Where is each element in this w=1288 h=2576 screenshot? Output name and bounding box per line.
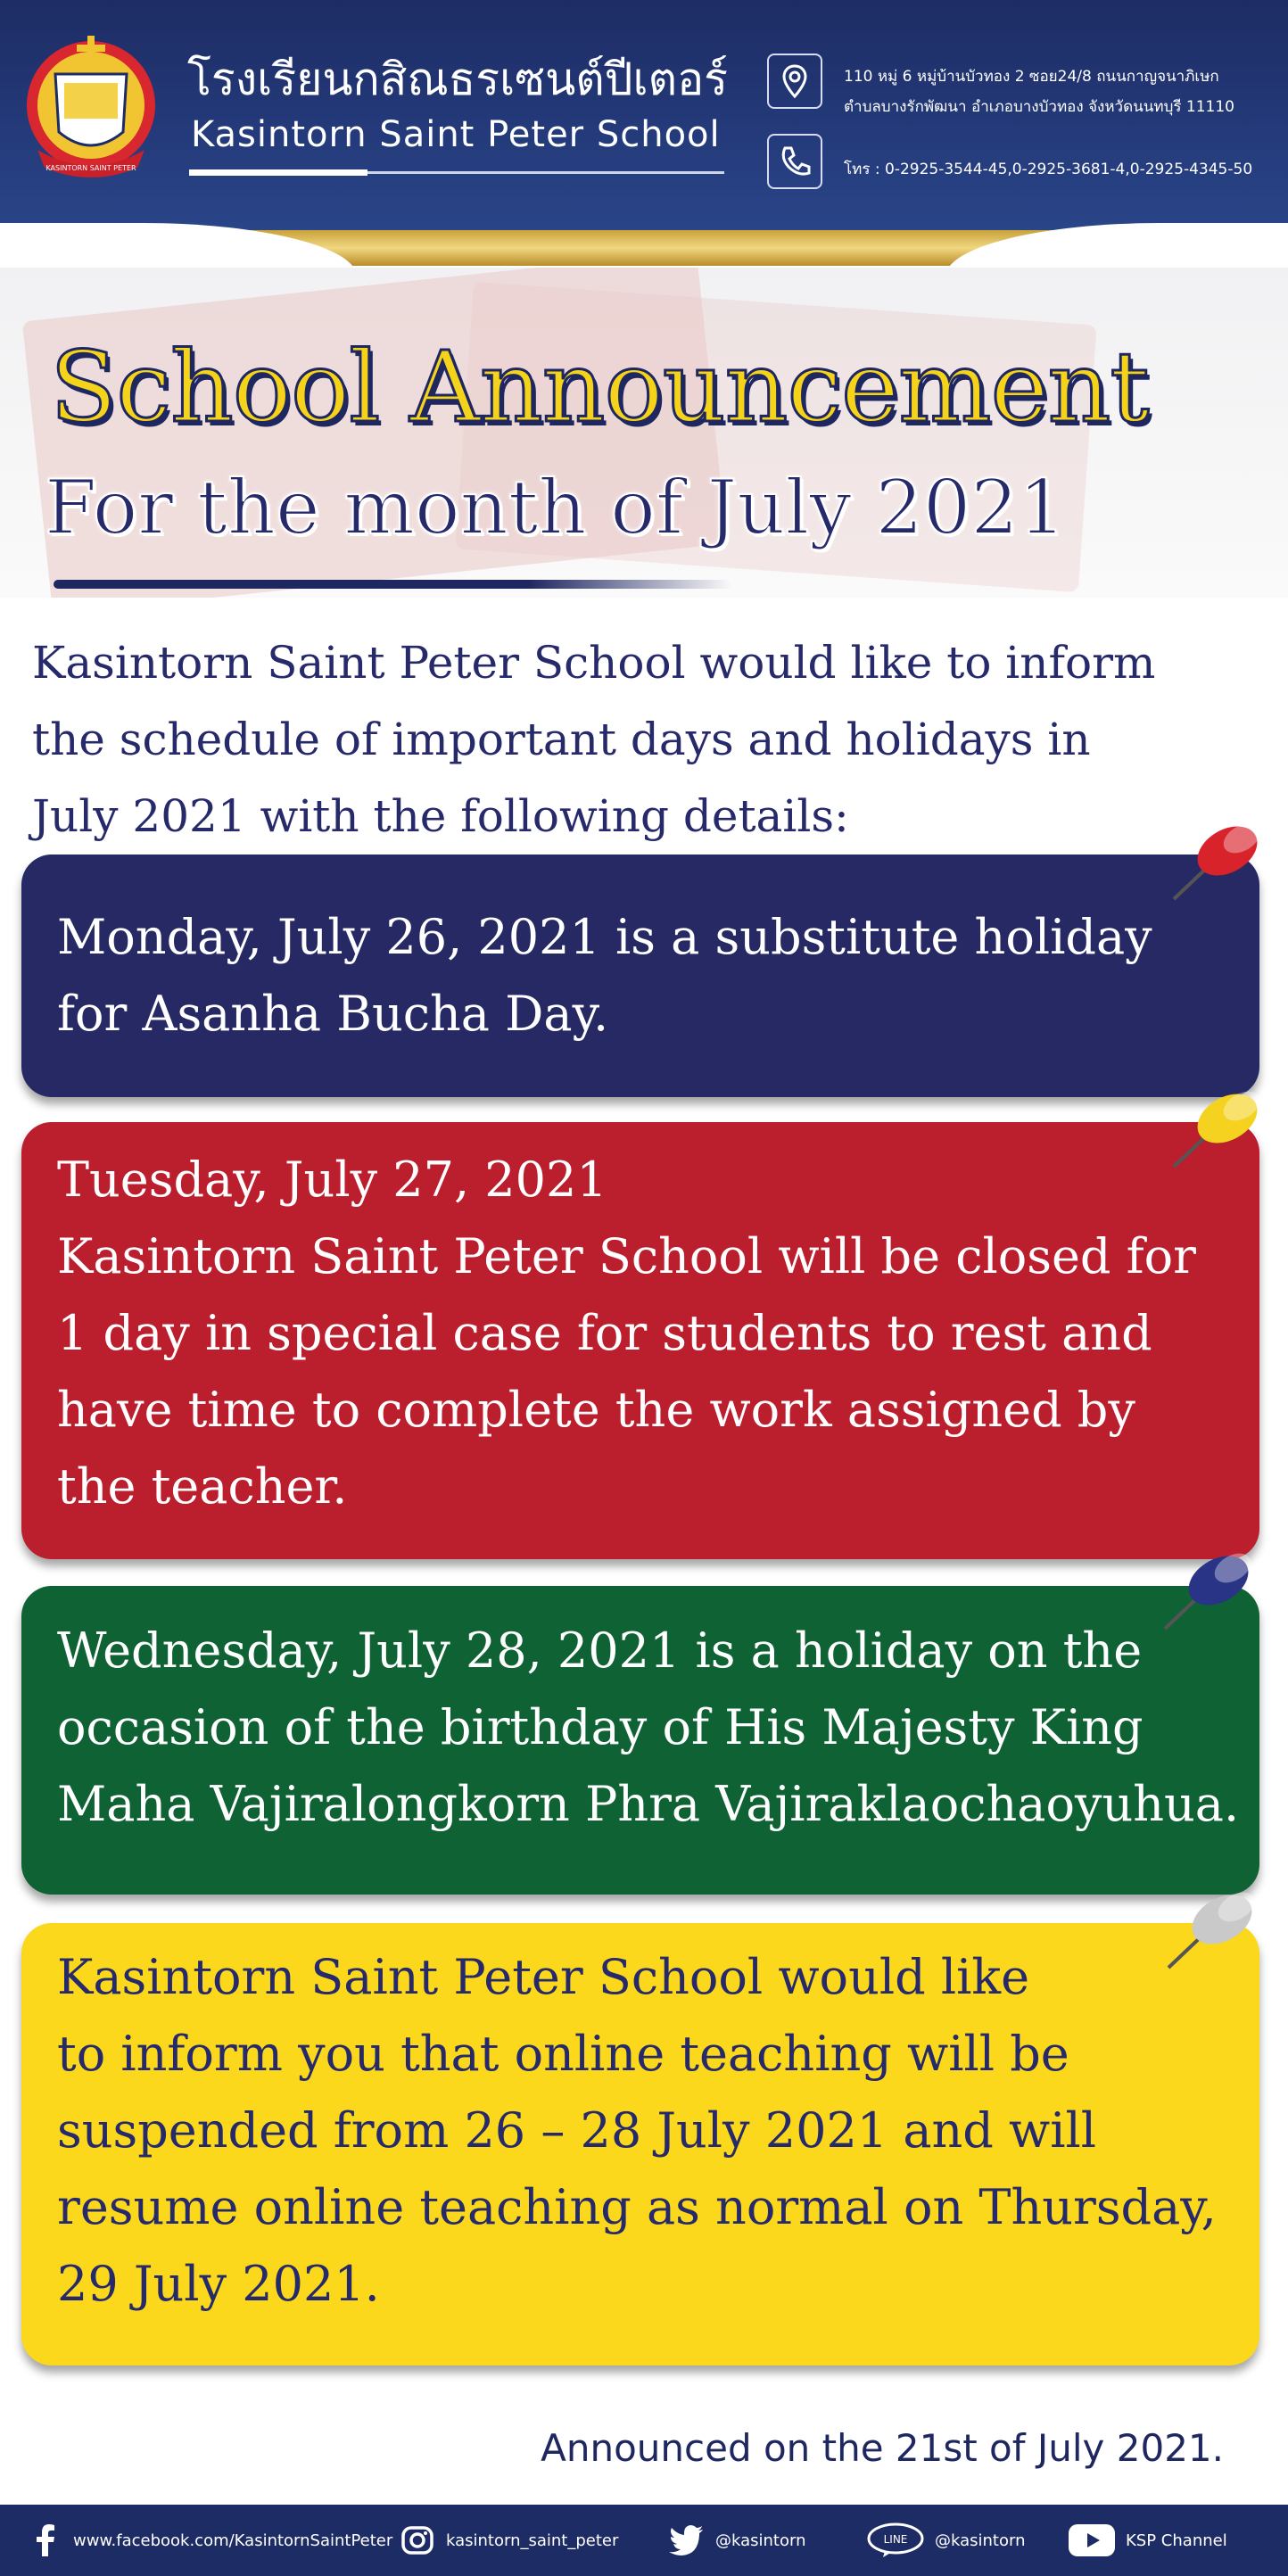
line-link[interactable]: [867, 2522, 1026, 2558]
notice-line: Maha Vajiralongkorn Phra Vajiraklaochaoyuhua.: [57, 1776, 1240, 1832]
notice-line: Monday, July 26, 2021 is a substitute holiday: [57, 909, 1152, 965]
location-icon: [767, 54, 822, 109]
facebook-icon: [27, 2522, 62, 2558]
school-name-english: Kasintorn Saint Peter School: [191, 114, 721, 155]
intro-line: the schedule of important days and holidays in: [32, 714, 1091, 765]
line-icon: [867, 2522, 924, 2558]
announcement-subtitle: For the month of July 2021: [45, 464, 1067, 551]
notice-text: [57, 1939, 1243, 2323]
silver-pushpin-icon: [1151, 1878, 1267, 1977]
footer-bar: [0, 2505, 1288, 2576]
address-line-2: ตำบลบางรักพัฒนา อำเภอบางบัวทอง จังหวัดนนทบุรี 11110: [844, 98, 1234, 116]
notice-text: [57, 899, 1243, 1053]
svg-text:KASINTORN SAINT PETER: KASINTORN SAINT PETER: [45, 164, 136, 172]
yellow-pushpin-icon: [1156, 1077, 1272, 1176]
notice-line: the teacher.: [57, 1458, 348, 1515]
notice-line: Kasintorn Saint Peter School will be closed for: [57, 1228, 1196, 1284]
notice-line: suspended from 26 – 28 July 2021 and will: [57, 2102, 1097, 2159]
school-name-thai: โรงเรียนกสิณธรเซนต์ปีเตอร์: [187, 54, 728, 105]
school-name-underline-accent: [189, 169, 367, 176]
notice-line: Tuesday, July 27, 2021: [57, 1152, 607, 1208]
intro-line: Kasintorn Saint Peter School would like to inform: [32, 637, 1156, 689]
announced-date: Announced on the 21st of July 2021.: [541, 2426, 1224, 2470]
svg-text:LINE: LINE: [883, 2533, 908, 2546]
notice-line: occasion of the birthday of His Majesty King: [57, 1699, 1144, 1755]
notice-line: Wednesday, July 28, 2021 is a holiday on the: [57, 1622, 1143, 1679]
instagram-icon: [400, 2522, 435, 2558]
notice-card-july-28: [21, 1586, 1259, 1895]
twitter-icon: [669, 2522, 705, 2558]
notice-card-online-teaching: [21, 1923, 1259, 2365]
school-crest-logo: [20, 25, 162, 186]
intro-paragraph: [32, 624, 1263, 855]
notice-line: to inform you that online teaching will be: [57, 2026, 1069, 2082]
instagram-text: kasintorn_saint_peter: [446, 2531, 619, 2550]
notice-line: resume online teaching as normal on Thursday,: [57, 2179, 1217, 2235]
youtube-link[interactable]: [1069, 2522, 1227, 2558]
phone-icon: [767, 134, 822, 189]
youtube-text: KSP Channel: [1126, 2531, 1227, 2550]
youtube-icon: [1069, 2522, 1115, 2558]
notice-line: for Asanha Bucha Day.: [57, 986, 609, 1042]
instagram-link[interactable]: [400, 2522, 618, 2558]
title-underline: [54, 580, 731, 589]
address-line-1: 110 หมู่ 6 หมู่บ้านบัวทอง 2 ซอย24/8 ถนนกาญจนาภิเษก: [844, 68, 1219, 86]
red-pushpin-icon: [1156, 810, 1272, 908]
announcement-title: School Announcement: [50, 330, 1149, 444]
line-text: @kasintorn: [935, 2531, 1026, 2550]
intro-line: July 2021 with the following details:: [32, 790, 849, 842]
notice-card-july-27: [21, 1122, 1259, 1559]
facebook-link[interactable]: [27, 2522, 392, 2558]
blue-pushpin-icon: [1147, 1540, 1263, 1638]
notice-line: 1 day in special case for students to rest and: [57, 1305, 1152, 1361]
notice-line: 29 July 2021.: [57, 2256, 380, 2312]
notice-line: Kasintorn Saint Peter School would like: [57, 1949, 1030, 2005]
facebook-text: www.facebook.com/KasintornSaintPeter: [73, 2531, 393, 2550]
twitter-text: @kasintorn: [715, 2531, 806, 2550]
twitter-link[interactable]: [669, 2522, 806, 2558]
phone-numbers: โทร : 0-2925-3544-45,0-2925-3681-4,0-2925-4345-50: [844, 161, 1253, 178]
notice-line: have time to complete the work assigned by: [57, 1382, 1135, 1438]
notice-card-july-26: [21, 855, 1259, 1097]
notice-text: [57, 1613, 1243, 1843]
notice-text: [57, 1142, 1243, 1525]
